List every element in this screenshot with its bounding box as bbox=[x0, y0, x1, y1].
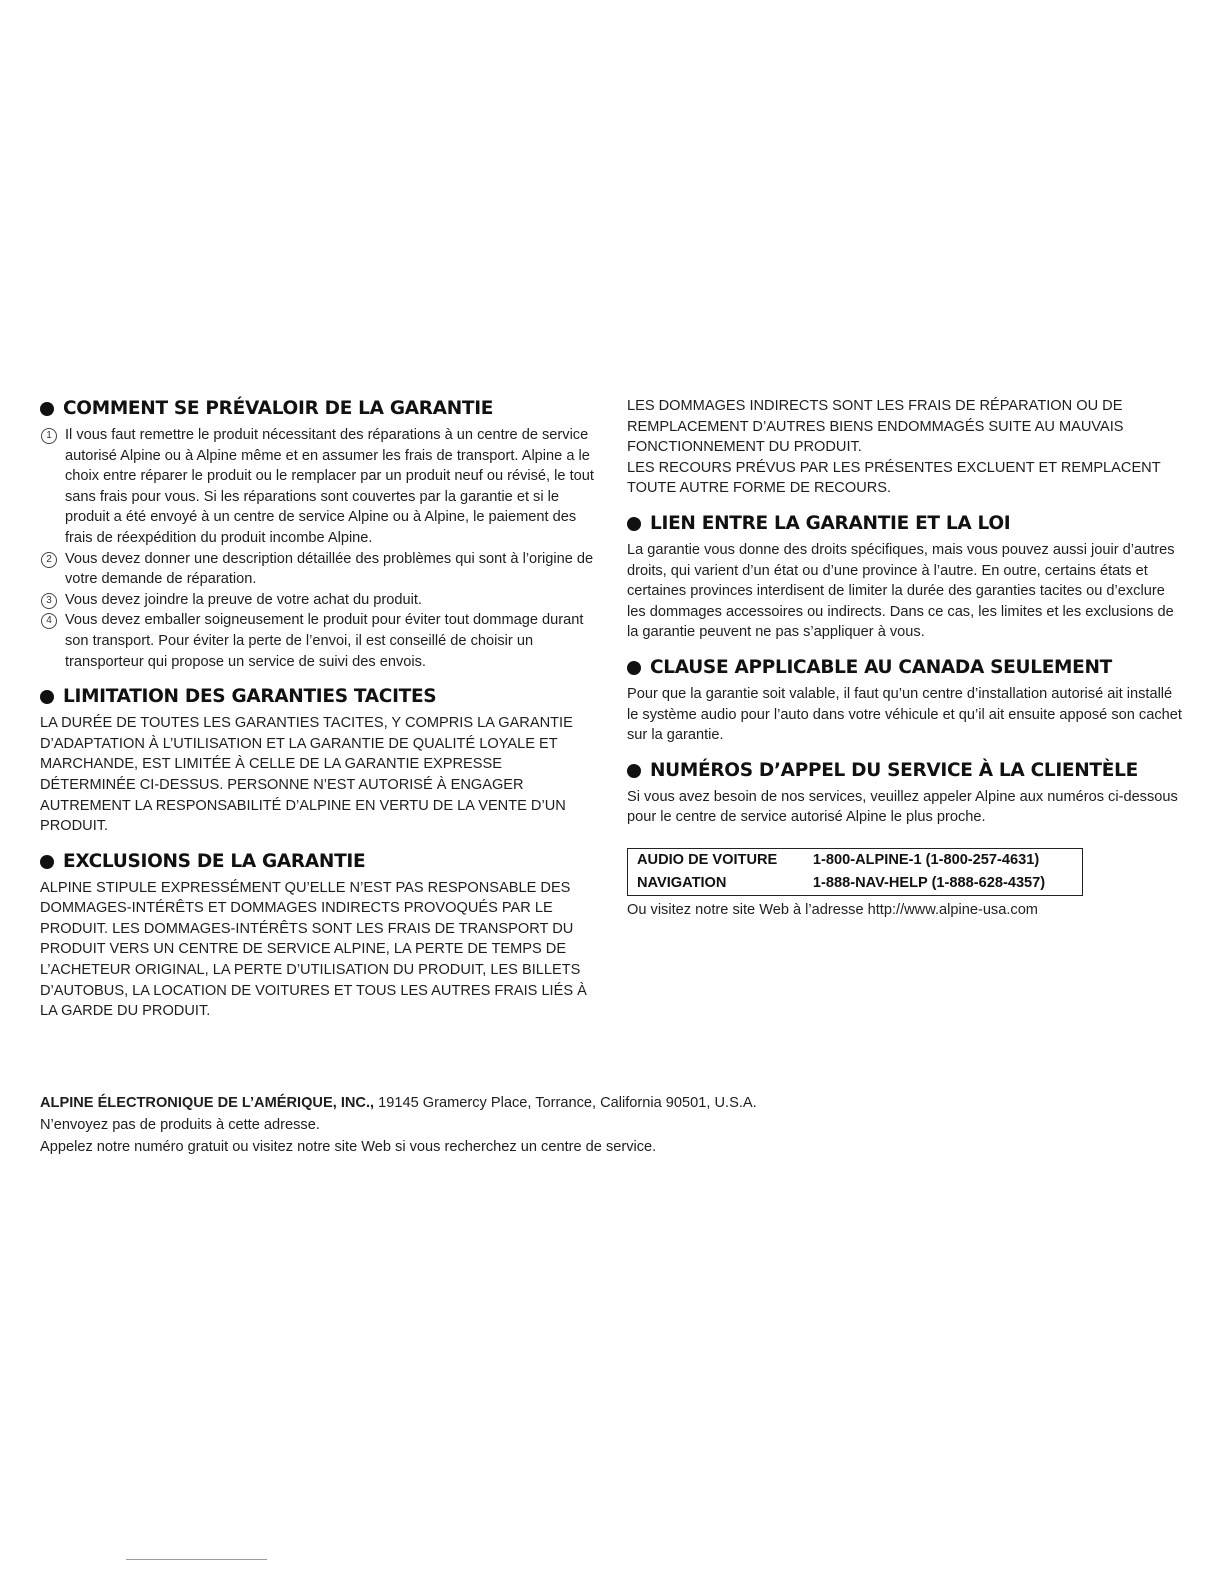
section-body: La garantie vous donne des droits spécifiques, mais vous pouvez aussi jouir d’autres droits, qui varient d’un état ou d’une province à l’autre. En outre, certains états et certaines provinces interdisent de limiter la durée des garanties tacites ou d’exclure les dommages accessoires ou indirects. Dans ce cas, les limites et les exclusions de la garantie peuvent ne pas s’appliquer à vous. bbox=[627, 541, 1175, 641]
bullet-icon bbox=[627, 517, 641, 531]
section-body: ALPINE STIPULE EXPRESSÉMENT QU’ELLE N’EST PAS RESPONSABLE DES DOMMAGES-INTÉRÊTS ET DOMMAGES INDIRECTS PROVOQUÉS PAR LE PRODUIT. LES DOMMAGES-INTÉRÊTS SONT LES FRAIS DE TRANSPORT DU PRODUIT VERS UN CENTRE DE SERVICE ALPINE, LA PERTE DE TEMPS DE L’ACHETEUR ORIGINAL, LA PERTE D’UTILISATION DU PRODUIT, LES BILLETS D’AUTOBUS, LA LOCATION DE VOITURES ET TOUS LES AUTRES FRAIS LIÉS À LA GARDE DU PRODUIT. bbox=[40, 879, 587, 1020]
table-row bbox=[628, 848, 1083, 872]
section-indirect-damages bbox=[627, 396, 1187, 499]
website-text: Ou visitez notre site Web à l’adresse http://www.alpine-usa.com bbox=[627, 901, 1038, 918]
phone-number: 1-800-ALPINE-1 (1-800-257-4631) bbox=[812, 851, 1040, 868]
section-heading: LIMITATION DES GARANTIES TACITES bbox=[40, 684, 596, 710]
list-item: 3 Vous devez joindre la preuve de votre achat du produit. bbox=[40, 590, 596, 611]
circled-number-icon: 1 bbox=[41, 428, 57, 444]
remedies-text: LES RECOURS PRÉVUS PAR LES PRÉSENTES EXCLUENT ET REMPLACENT TOUTE AUTRE FORME DE RECOURS. bbox=[627, 459, 1161, 497]
circled-number-icon: 4 bbox=[41, 613, 57, 629]
phone-number: 1-888-NAV-HELP (1-888-628-4357) bbox=[812, 874, 1046, 891]
list-item: 4 Vous devez emballer soigneusement le produit pour éviter tout dommage durant son transport. Pour éviter la perte de l’envoi, il est conseillé de choisir un transporteur qui propose un service de suivi des envois. bbox=[40, 610, 596, 672]
circled-number-icon: 2 bbox=[41, 552, 57, 568]
section-law bbox=[627, 511, 1187, 643]
section-body: Pour que la garantie soit valable, il faut qu’un centre d’installation autorisé ait installé le système audio pour l’auto dans votre véhicule et qu’il ait ensuite apposé son cachet sur la garantie. bbox=[627, 685, 1182, 744]
circled-number-icon: 3 bbox=[41, 593, 57, 609]
section-heading: COMMENT SE PRÉVALOIR DE LA GARANTIE bbox=[40, 396, 596, 422]
section-how-to bbox=[40, 396, 596, 672]
section-heading: EXCLUSIONS DE LA GARANTIE bbox=[40, 849, 596, 875]
bullet-icon bbox=[40, 402, 54, 416]
section-body: Si vous avez besoin de nos services, veuillez appeler Alpine aux numéros ci-dessous pour le centre de service autorisé Alpine le plus proche. bbox=[627, 788, 1178, 826]
bullet-icon bbox=[40, 690, 54, 704]
left-column bbox=[40, 396, 596, 1034]
section-customer-service bbox=[627, 758, 1187, 921]
address-text: 19145 Gramercy Place, Torrance, California 90501, U.S.A. bbox=[374, 1095, 757, 1111]
indirect-damages-text: LES DOMMAGES INDIRECTS SONT LES FRAIS DE RÉPARATION OU DE REMPLACEMENT D’AUTRES BIENS ENDOMMAGÉS SUITE AU MAUVAIS FONCTIONNEMENT DU PRODUIT. bbox=[627, 398, 1124, 456]
footer bbox=[40, 1092, 1140, 1158]
footer-note: N’envoyez pas de produits à cette adresse. bbox=[40, 1117, 320, 1133]
section-heading: LIEN ENTRE LA GARANTIE ET LA LOI bbox=[627, 511, 1187, 537]
divider bbox=[126, 1559, 267, 1560]
company-address bbox=[40, 1092, 1140, 1114]
phone-numbers-table bbox=[627, 848, 1083, 896]
section-canada bbox=[627, 655, 1187, 746]
bullet-icon bbox=[627, 661, 641, 675]
footer-note: Appelez notre numéro gratuit ou visitez notre site Web si vous recherchez un centre de service. bbox=[40, 1139, 657, 1155]
bullet-icon bbox=[40, 855, 54, 869]
section-heading: CLAUSE APPLICABLE AU CANADA SEULEMENT bbox=[627, 655, 1187, 681]
list-item: 1 Il vous faut remettre le produit nécessitant des réparations à un centre de service autorisé Alpine ou à Alpine même et en assumer les frais de transport. Alpine a le choix entre réparer le produit ou le remplacer par un produit neuf ou révisé, le tout sans frais pour vous. Si les réparations sont couvertes par la garantie et si le produit a été envoyé à un centre de service Alpine ou à Alpine, le paiement des frais de réexpédition du produit incombe Alpine. bbox=[40, 425, 596, 549]
bullet-icon bbox=[627, 764, 641, 778]
company-name: ALPINE ÉLECTRONIQUE DE L’AMÉRIQUE, INC., bbox=[40, 1095, 375, 1111]
requirements-list bbox=[40, 425, 596, 672]
right-column bbox=[627, 396, 1187, 933]
section-heading: NUMÉROS D’APPEL DU SERVICE À LA CLIENTÈLE bbox=[627, 758, 1187, 784]
section-limitation bbox=[40, 684, 596, 837]
list-item: 2 Vous devez donner une description détaillée des problèmes qui sont à l’origine de votre demande de réparation. bbox=[40, 549, 596, 590]
phone-label: AUDIO DE VOITURE bbox=[637, 851, 778, 868]
phone-label: NAVIGATION bbox=[637, 874, 727, 891]
section-body: LA DURÉE DE TOUTES LES GARANTIES TACITES, Y COMPRIS LA GARANTIE D’ADAPTATION À L’UTILISATION ET LA GARANTIE DE QUALITÉ LOYALE ET MARCHANDE, EST LIMITÉE À CELLE DE LA GARANTIE EXPRESSE DÉTERMINÉE CI-DESSUS. PERSONNE N’EST AUTORISÉ À ENGAGER AUTREMENT LA RESPONSABILITÉ D’ALPINE EN VERTU DE LA VENTE D’UN PRODUIT. bbox=[40, 715, 573, 835]
table-row bbox=[628, 872, 1083, 896]
section-exclusions bbox=[40, 849, 596, 1022]
